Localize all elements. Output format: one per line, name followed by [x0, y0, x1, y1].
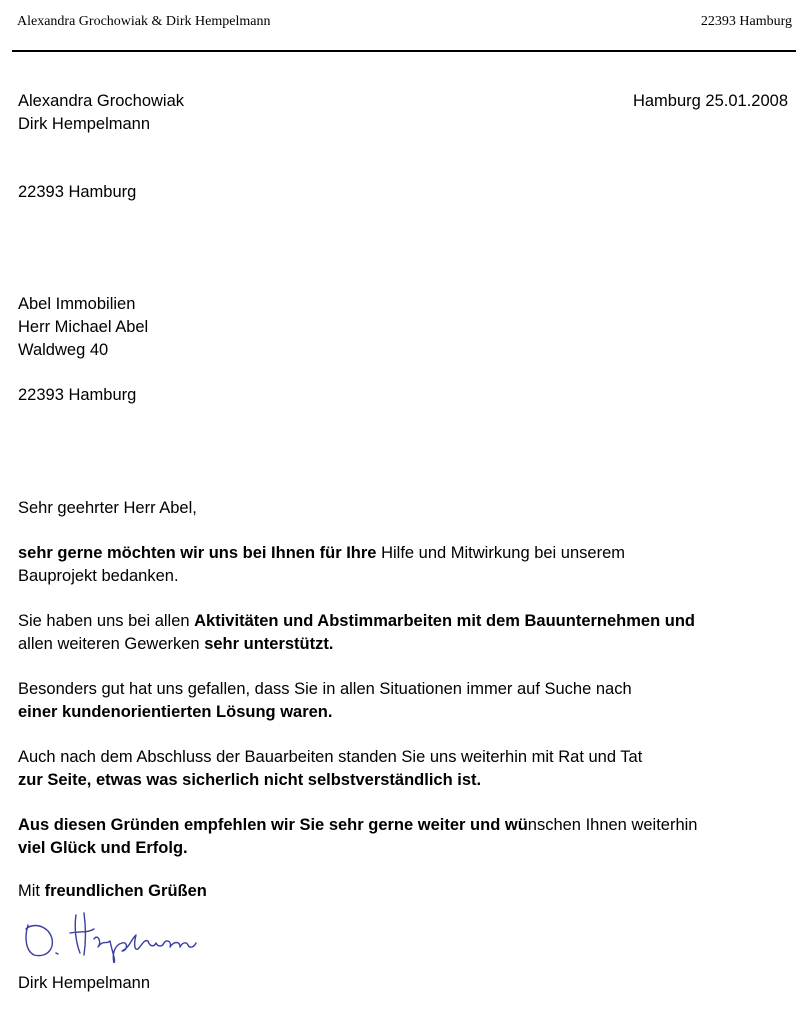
- paragraph-5: [18, 814, 697, 860]
- p4-text: Auch nach dem Abschluss der Bauarbeiten standen Sie uns weiterhin mit Rat und Tat: [18, 748, 643, 766]
- p2-bold: Aktivitäten und Abstimmarbeiten mit dem Bauunternehmen und: [194, 612, 695, 630]
- p2-text: Sie haben uns bei allen: [18, 612, 195, 630]
- p1-text: Hilfe und Mitwirkung bei unserem: [376, 544, 626, 562]
- p3-text: Besonders gut hat uns gefallen, dass Sie in allen Situationen immer auf Suche nach: [18, 680, 632, 698]
- letter-date: Hamburg 25.01.2008: [632, 92, 788, 110]
- p4-bold: zur Seite, etwas was sicherlich nicht selbstverständlich ist.: [18, 771, 482, 789]
- sender-name-2: Dirk Hempelmann: [18, 115, 151, 133]
- salutation: Sehr geehrter Herr Abel,: [18, 499, 197, 517]
- recipient-company: Abel Immobilien: [18, 295, 136, 313]
- paragraph-2: [18, 610, 695, 656]
- signature-stroke-h: [70, 913, 94, 955]
- sender-address: [18, 90, 788, 136]
- signature-stroke-dot: [56, 953, 58, 954]
- recipient-address: [18, 293, 148, 362]
- p1-text-2: Bauprojekt bedanken.: [18, 567, 179, 585]
- paragraph-3: [18, 678, 632, 724]
- p3-bold: einer kundenorientierten Lösung waren.: [18, 703, 333, 721]
- paragraph-4: [18, 746, 642, 792]
- sender-name-1: Alexandra Grochowiak: [18, 92, 184, 110]
- closing-bold: freundlichen Grüßen: [44, 882, 207, 900]
- recipient-city: 22393 Hamburg: [18, 386, 137, 404]
- header-divider: [12, 50, 796, 52]
- header-sender-names: Alexandra Grochowiak & Dirk Hempelmann: [17, 14, 271, 29]
- p5-bold-2: viel Glück und Erfolg.: [18, 839, 188, 857]
- paragraph-1: [18, 542, 625, 588]
- p5-bold: Aus diesen Gründen empfehlen wir Sie sehr gerne weiter und wü: [18, 816, 528, 834]
- p2-text-2: allen weiteren Gewerken: [18, 635, 205, 653]
- recipient-street: Waldweg 40: [18, 341, 109, 359]
- signature-stroke-d: [26, 925, 52, 956]
- p2-bold-2: sehr unterstützt.: [204, 635, 334, 653]
- signer-name: Dirk Hempelmann: [18, 974, 151, 992]
- closing: [18, 880, 207, 903]
- sender-city: 22393 Hamburg: [18, 183, 137, 201]
- signature-stroke-rest: [94, 935, 196, 963]
- recipient-person: Herr Michael Abel: [18, 318, 149, 336]
- signature-image: [14, 903, 234, 963]
- p1-bold: sehr gerne möchten wir uns bei Ihnen für Ihre: [18, 544, 377, 562]
- p5-text: nschen Ihnen weiterhin: [527, 816, 698, 834]
- closing-text: Mit: [18, 882, 45, 900]
- header-sender-city: 22393 Hamburg: [700, 14, 792, 29]
